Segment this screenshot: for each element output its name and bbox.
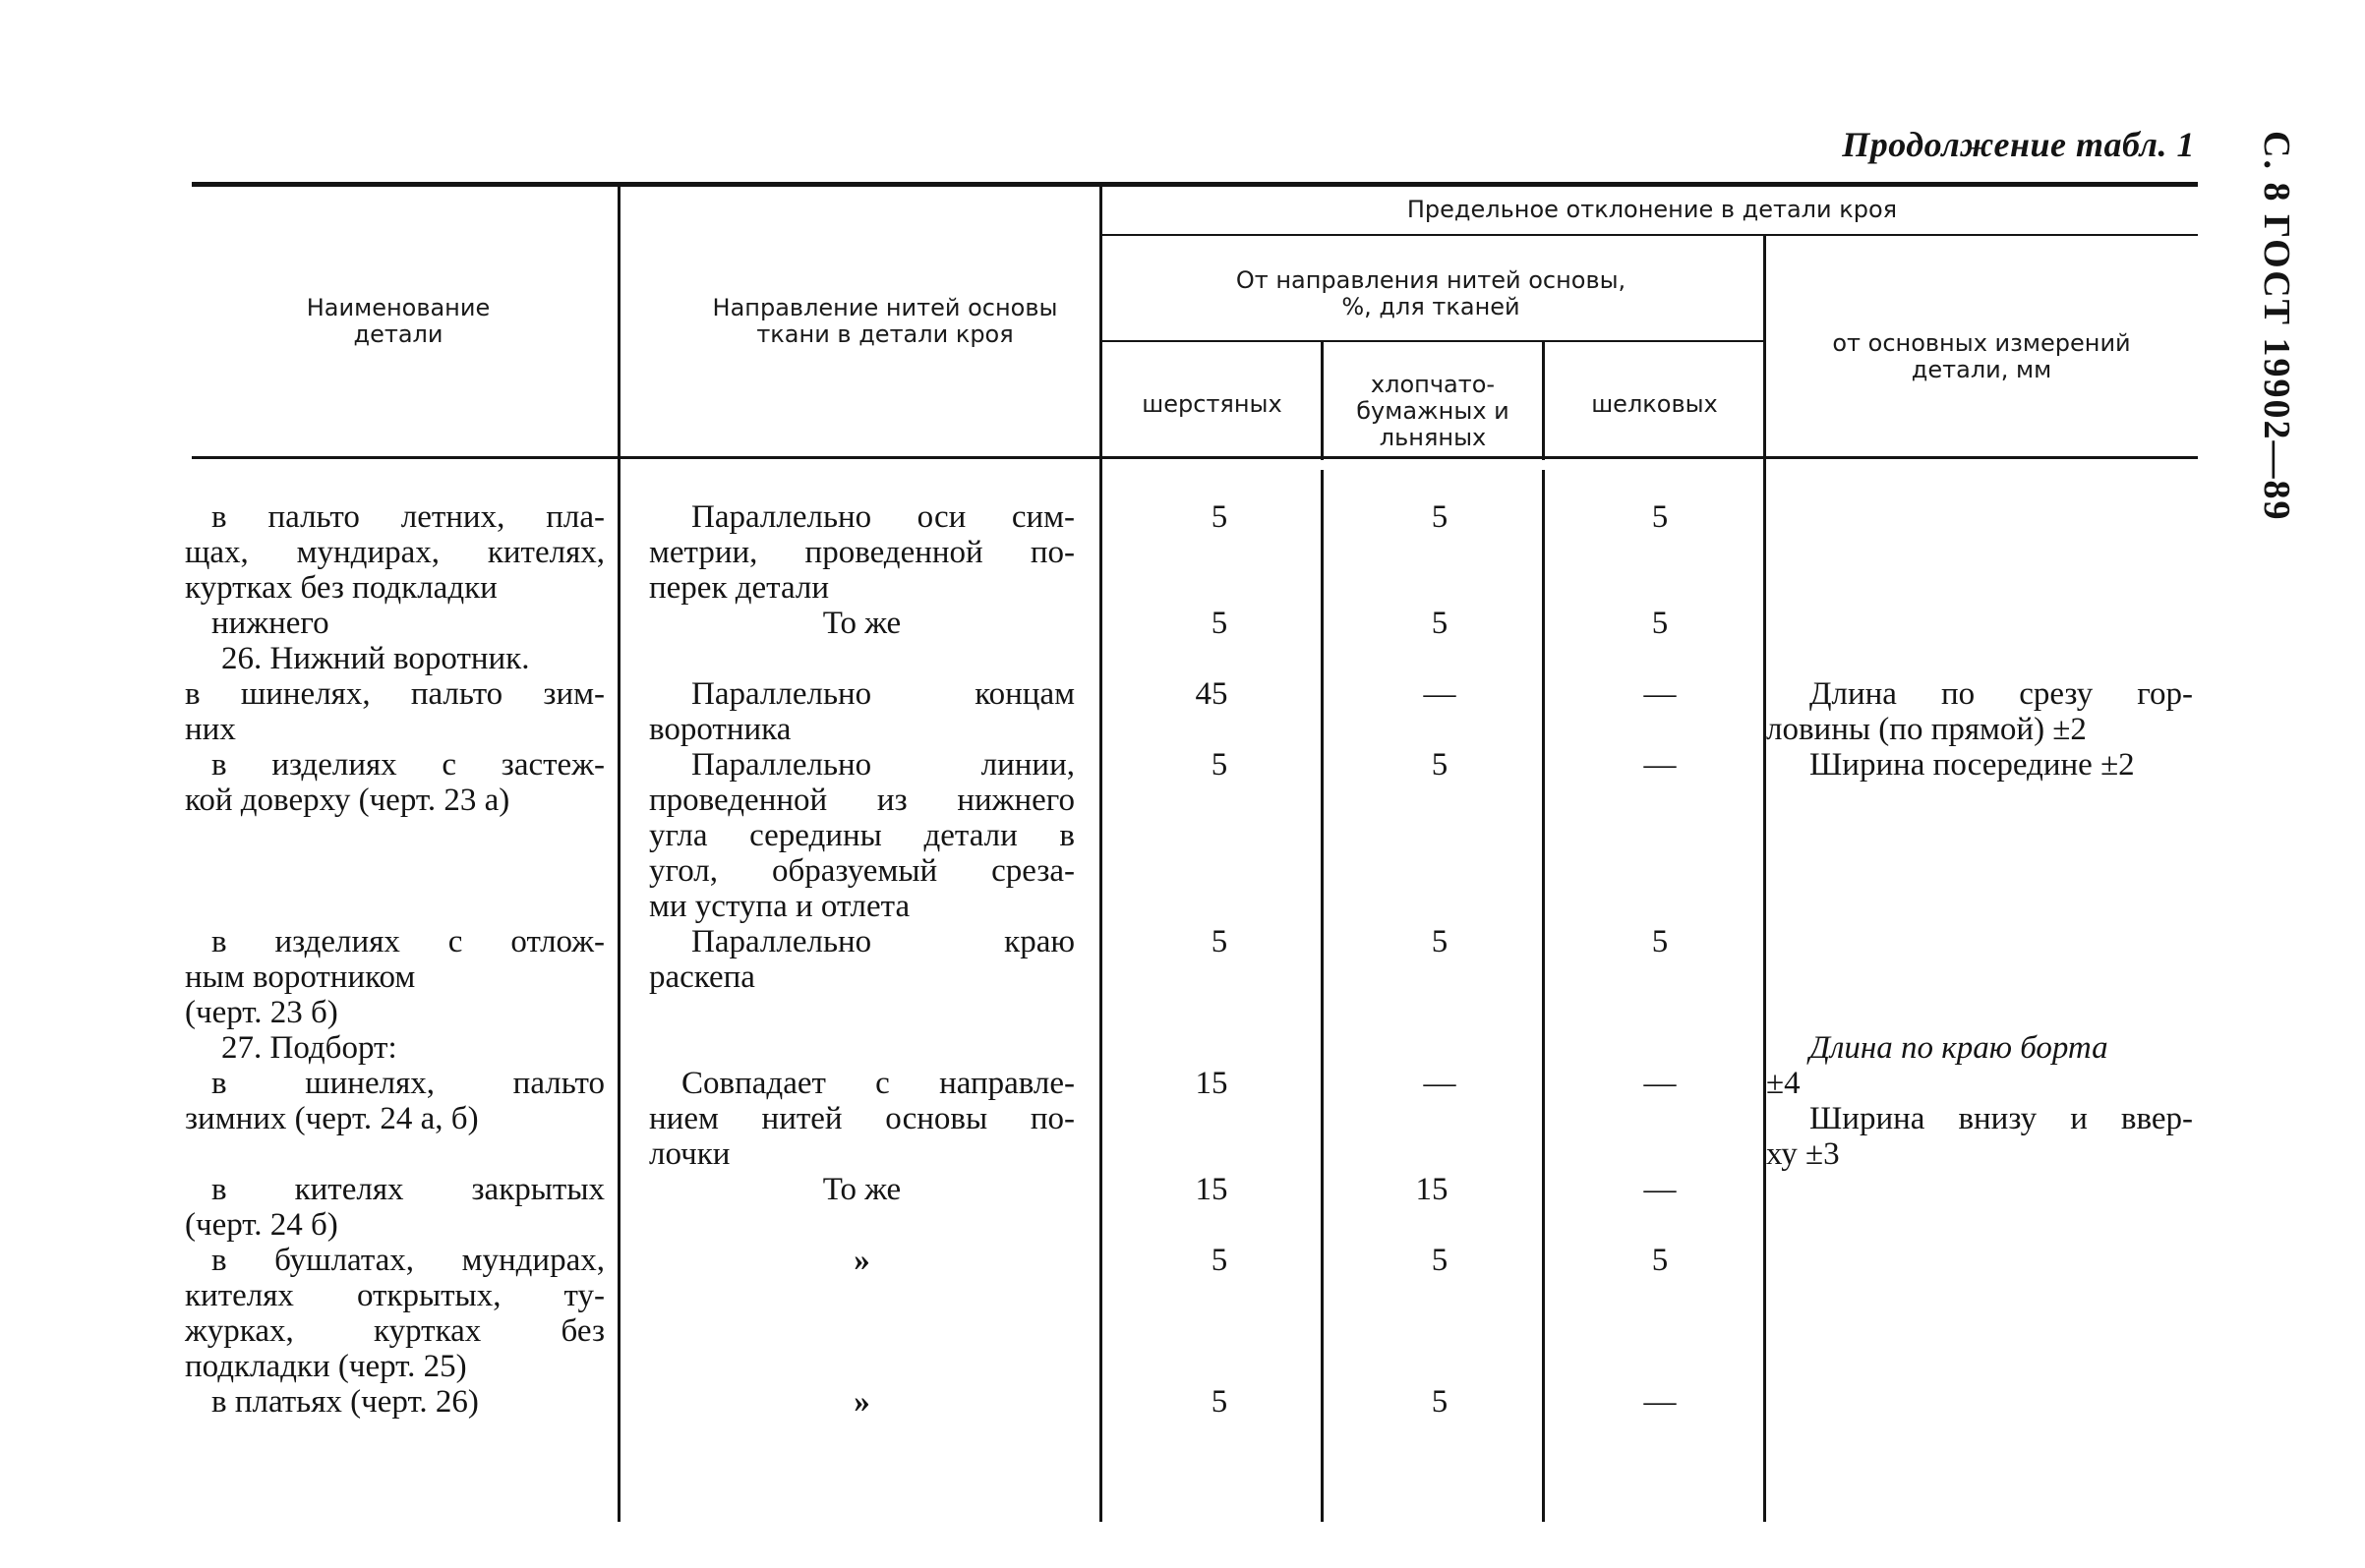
row-7-direction-line-2: лочки	[649, 1136, 731, 1172]
header-silk: шелковых	[1591, 390, 1718, 418]
standard-side-label: С. 8 ГОСТ 19902—89	[2256, 131, 2297, 522]
row-5-name-line-2: (черт. 23 б)	[185, 995, 338, 1030]
header-name: Наименование детали	[306, 294, 491, 348]
row-9-name-line-0: в бушлатах, мундирах,	[211, 1243, 605, 1278]
row-4-direction-line-0: Параллельно линии,	[691, 747, 1075, 783]
row-4-measure-line-0: Ширина посередине ±2	[1809, 747, 2135, 783]
header-thread-rule	[1101, 340, 1765, 342]
header-measurements: от основных измерений детали, мм	[1832, 329, 2131, 383]
row-2-name-line-0: 26. Нижний воротник.	[221, 641, 530, 676]
row-7-name-line-0: в шинелях, пальто	[211, 1066, 605, 1101]
col-divider-2	[1099, 187, 1102, 1522]
header-deviation-group: Предельное отклонение в детали кроя	[1406, 196, 1898, 223]
row-3-silk: —	[1643, 676, 1677, 712]
col-divider-3b	[1321, 470, 1324, 1522]
row-4-direction-line-4: ми уступа и отлета	[649, 889, 911, 924]
row-5-silk: 5	[1651, 924, 1669, 959]
row-7-measure-line-1: ху ±3	[1766, 1136, 1840, 1172]
row-5-name-line-1: ным воротником	[185, 959, 416, 995]
row-0-name-line-1: щах, мундирах, кителях,	[185, 535, 605, 570]
continuation-label: Продолжение табл. 1	[1842, 125, 2195, 164]
row-7-name-line-1: зимних (черт. 24 а, б)	[185, 1101, 479, 1136]
row-8-cotton: 15	[1415, 1172, 1449, 1207]
header-subgroup-rule	[1101, 234, 2198, 236]
header-cotton-linen: хлопчато-бумажных и льняных	[1356, 371, 1509, 451]
row-8-wool: 15	[1195, 1172, 1228, 1207]
header-bottom-rule	[192, 456, 2198, 459]
row-1-wool: 5	[1211, 606, 1228, 641]
row-7-direction-line-1: нием нитей основы по-	[649, 1101, 1075, 1136]
col-divider-4b	[1542, 470, 1545, 1522]
row-0-direction-line-2: перек детали	[649, 570, 830, 606]
row-5-name-line-0: в изделиях с отлож-	[211, 924, 605, 959]
row-0-name-line-2: куртках без подкладки	[185, 570, 498, 606]
row-0-direction-line-0: Параллельно оси сим-	[691, 499, 1075, 535]
row-4-direction-line-2: угла середины детали в	[649, 818, 1075, 853]
row-0-silk: 5	[1651, 499, 1669, 535]
row-4-wool: 5	[1211, 747, 1228, 783]
row-3-direction-line-1: воротника	[649, 712, 792, 747]
row-9-name-line-2: журках, куртках без	[185, 1313, 605, 1349]
row-1-silk: 5	[1651, 606, 1669, 641]
row-7-wool: 15	[1195, 1066, 1228, 1101]
row-7-silk: —	[1643, 1066, 1677, 1101]
row-9-wool: 5	[1211, 1243, 1228, 1278]
row-9-silk: 5	[1651, 1243, 1669, 1278]
col-divider-3	[1321, 342, 1324, 460]
row-3-name-line-1: них	[185, 712, 236, 747]
row-8-silk: —	[1643, 1172, 1677, 1207]
row-5-direction-line-0: Параллельно краю	[691, 924, 1075, 959]
row-10-silk: —	[1643, 1384, 1677, 1420]
row-4-direction-line-1: проведенной из нижнего	[649, 783, 1075, 818]
row-6-measure-line-0: Длина по краю борта	[1809, 1030, 2108, 1066]
col-divider-1	[618, 187, 621, 1522]
row-0-wool: 5	[1211, 499, 1228, 535]
row-0-name-line-0: в пальто летних, пла-	[211, 499, 605, 535]
row-9-direction-line-0: »	[854, 1243, 870, 1278]
row-3-measure-line-1: ловины (по прямой) ±2	[1766, 712, 2087, 747]
row-3-measure-line-0: Длина по срезу гор-	[1809, 676, 2193, 712]
row-5-direction-line-1: раскепа	[649, 959, 755, 995]
row-10-cotton: 5	[1431, 1384, 1449, 1420]
row-4-name-line-0: в изделиях с застеж-	[211, 747, 605, 783]
row-5-wool: 5	[1211, 924, 1228, 959]
row-9-cotton: 5	[1431, 1243, 1449, 1278]
row-1-direction-line-0: То же	[822, 606, 902, 641]
row-10-name-line-0: в платьях (черт. 26)	[211, 1384, 479, 1420]
row-3-name-line-0: в шинелях, пальто зим-	[185, 676, 605, 712]
row-5-cotton: 5	[1431, 924, 1449, 959]
row-1-name-line-0: нижнего	[211, 606, 329, 641]
row-7-measure-line-0: Ширина внизу и ввер-	[1809, 1101, 2193, 1136]
header-wool: шерстяных	[1142, 390, 1282, 418]
row-4-silk: —	[1643, 747, 1677, 783]
row-9-name-line-3: подкладки (черт. 25)	[185, 1349, 467, 1384]
row-3-wool: 45	[1195, 676, 1228, 712]
row-4-direction-line-3: угол, образуемый среза-	[649, 853, 1075, 889]
row-7-direction-line-0: Совпадает с направле-	[681, 1066, 1075, 1101]
row-0-direction-line-1: метрии, проведенной по-	[649, 535, 1075, 570]
row-7-cotton: —	[1423, 1066, 1456, 1101]
col-divider-5	[1763, 236, 1766, 1522]
row-10-direction-line-0: »	[854, 1384, 870, 1420]
row-8-direction-line-0: То же	[822, 1172, 902, 1207]
row-1-cotton: 5	[1431, 606, 1449, 641]
row-0-cotton: 5	[1431, 499, 1449, 535]
row-9-name-line-1: кителях открытых, ту-	[185, 1278, 605, 1313]
row-3-direction-line-0: Параллельно концам	[691, 676, 1075, 712]
row-4-name-line-1: кой доверху (черт. 23 а)	[185, 783, 510, 818]
row-8-name-line-1: (черт. 24 б)	[185, 1207, 338, 1243]
col-divider-4	[1542, 342, 1545, 460]
header-thread-group: От направления нитей основы, %, для тканей	[1235, 266, 1626, 320]
row-6-name-line-0: 27. Подборт:	[221, 1030, 397, 1066]
row-6-measure-line-1: ±4	[1766, 1066, 1801, 1101]
row-10-wool: 5	[1211, 1384, 1228, 1420]
table-top-rule	[192, 182, 2198, 187]
row-3-cotton: —	[1423, 676, 1456, 712]
header-direction: Направление нитей основы ткани в детали кроя	[712, 294, 1058, 348]
row-8-name-line-0: в кителях закрытых	[211, 1172, 605, 1207]
row-4-cotton: 5	[1431, 747, 1449, 783]
